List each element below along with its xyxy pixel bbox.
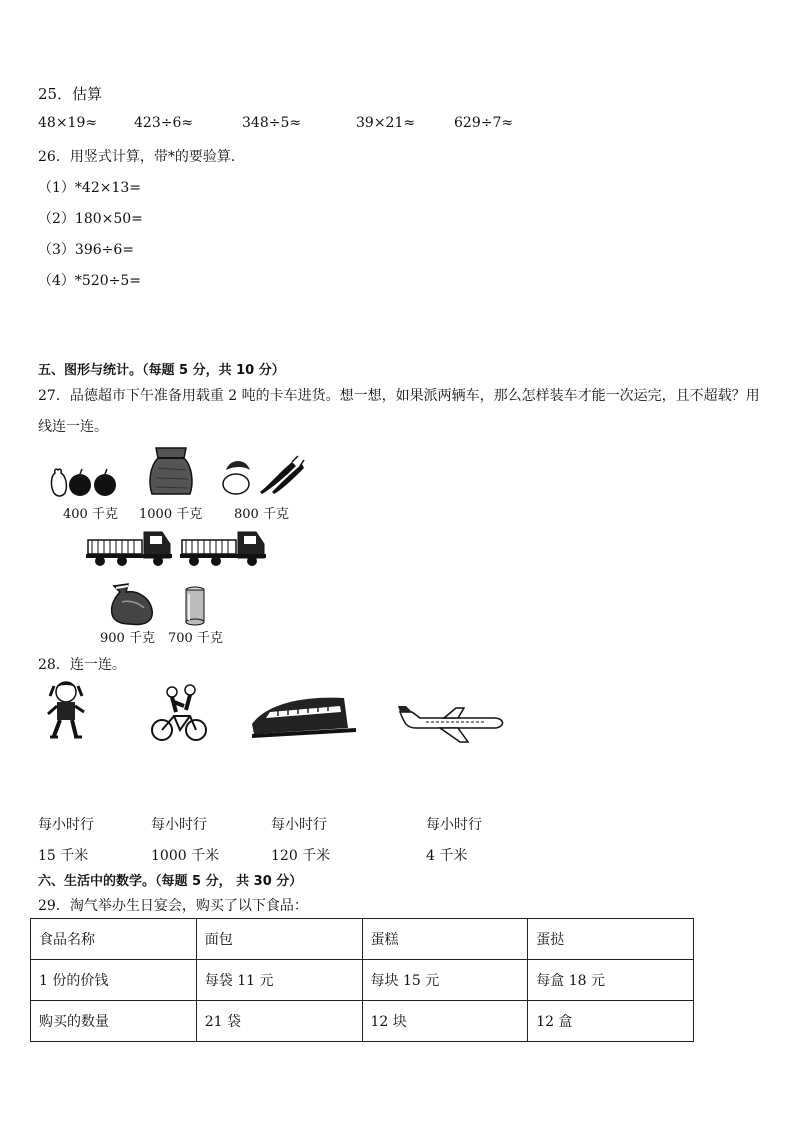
speed-value: 1000 千米 bbox=[151, 848, 220, 864]
table-cell: 蛋挞 bbox=[528, 919, 694, 960]
table-row bbox=[31, 919, 694, 960]
q27-line2: 线连一连。 bbox=[38, 419, 108, 435]
table-row bbox=[31, 960, 694, 1001]
estimate-item: 423÷6≈ bbox=[134, 115, 194, 131]
q27-line1: 27．品德超市下午准备用载重 2 吨的卡车进货。想一想，如果派两辆车，那么怎样装车才能一次运完，且不超载？用 bbox=[38, 388, 760, 404]
table-row bbox=[31, 1001, 694, 1042]
speed-label: 每小时行 bbox=[271, 817, 327, 833]
table-cell: 12 盒 bbox=[528, 1001, 694, 1042]
speed-label: 每小时行 bbox=[151, 817, 207, 833]
section5-heading: 五、图形与统计。（每题 5 分，共 10 分） bbox=[38, 363, 285, 378]
goods-weight-label: 1000 千克 bbox=[139, 507, 203, 522]
goods-weight-label: 800 千克 bbox=[234, 507, 289, 522]
q28-title: 28．连一连。 bbox=[38, 657, 126, 673]
table-cell: 购买的数量 bbox=[31, 1001, 197, 1042]
table-cell: 每盒 18 元 bbox=[528, 960, 694, 1001]
sack-icon bbox=[148, 446, 194, 496]
bag-icon bbox=[108, 582, 154, 626]
speed-value: 4 千米 bbox=[426, 848, 468, 864]
table-cell: 食品名称 bbox=[31, 919, 197, 960]
table-cell: 蛋糕 bbox=[362, 919, 528, 960]
q25-title: 25．估算 bbox=[38, 85, 103, 103]
estimate-item: 629÷7≈ bbox=[454, 115, 514, 131]
section6-heading: 六、生活中的数学。（每题 5 分， 共 30 分） bbox=[38, 874, 303, 889]
speed-value: 15 千米 bbox=[38, 848, 89, 864]
truck-icon[interactable] bbox=[180, 528, 268, 568]
estimate-item: 348÷5≈ bbox=[242, 115, 302, 131]
truck-icon[interactable] bbox=[86, 528, 174, 568]
q29-title: 29．淘气举办生日宴会，购买了以下食品： bbox=[38, 898, 308, 914]
estimate-item: 48×19≈ bbox=[38, 115, 98, 131]
q26-item: （4）*520÷5= bbox=[38, 273, 141, 289]
q26-title: 26．用竖式计算，带*的要验算． bbox=[38, 149, 245, 165]
table-cell: 每块 15 元 bbox=[362, 960, 528, 1001]
q26-item: （3）396÷6= bbox=[38, 242, 134, 258]
table-cell: 1 份的价钱 bbox=[31, 960, 197, 1001]
q26-item: （1）*42×13= bbox=[38, 180, 141, 196]
table-cell: 12 块 bbox=[362, 1001, 528, 1042]
estimate-item: 39×21≈ bbox=[356, 115, 416, 131]
goods-weight-label: 400 千克 bbox=[63, 507, 118, 522]
speed-value: 120 千米 bbox=[271, 848, 331, 864]
train-icon bbox=[248, 694, 360, 740]
food-table bbox=[30, 918, 694, 1042]
fruit-icon bbox=[48, 466, 120, 498]
speed-label: 每小时行 bbox=[426, 817, 482, 833]
child-walking-icon bbox=[46, 680, 88, 740]
q26-item: （2）180×50= bbox=[38, 211, 143, 227]
can-icon bbox=[184, 586, 206, 626]
goods-weight-label: 700 千克 bbox=[168, 631, 223, 646]
airplane-icon bbox=[396, 700, 508, 744]
goods-weight-label: 900 千克 bbox=[100, 631, 155, 646]
table-cell: 面包 bbox=[196, 919, 362, 960]
table-cell: 21 袋 bbox=[196, 1001, 362, 1042]
table-cell: 每袋 11 元 bbox=[196, 960, 362, 1001]
speed-label: 每小时行 bbox=[38, 817, 94, 833]
vegetables-icon bbox=[220, 456, 304, 496]
cyclist-icon bbox=[150, 684, 210, 744]
